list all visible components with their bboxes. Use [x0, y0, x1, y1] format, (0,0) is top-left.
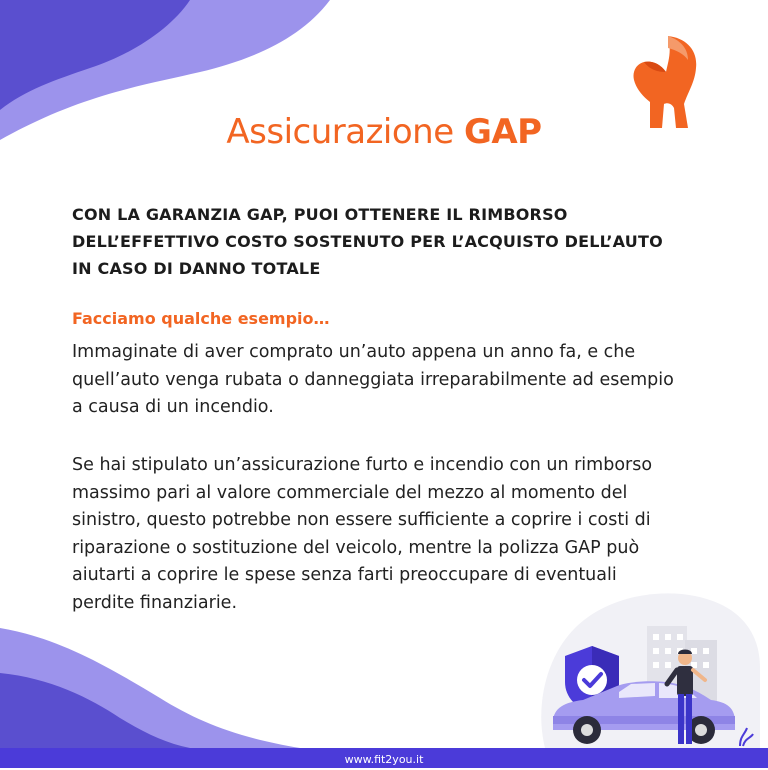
- headline-line: CON LA GARANZIA GAP, PUOI OTTENERE IL RIMBORSO: [72, 205, 568, 224]
- headline-line: DELL’EFFETTIVO COSTO SOSTENUTO PER L’ACQUISTO DELL’AUTO: [72, 232, 663, 251]
- paragraph-line: sinistro, questo potrebbe non essere sufficiente a coprire i costi di: [72, 510, 651, 530]
- page-title: Assicurazione GAP: [226, 112, 542, 152]
- paragraph-line: Se hai stipulato un’assicurazione furto e incendio con un rimborso: [72, 455, 653, 475]
- paragraph-line: aiutarti a coprire le spese senza farti preoccupare di eventuali: [72, 565, 617, 585]
- headline: [72, 201, 712, 282]
- footer-url[interactable]: www.fit2you.it: [344, 753, 424, 766]
- paragraph-line: a causa di un incendio.: [72, 397, 274, 417]
- paragraph-line: Immaginate di aver comprato un’auto appena un anno fa, e che: [72, 342, 636, 362]
- headline-line: IN CASO DI DANNO TOTALE: [72, 259, 321, 278]
- paragraph-line: perdite finanziarie.: [72, 592, 238, 613]
- footer-bar: [0, 748, 768, 768]
- paragraph-line: quell’auto venga rubata o danneggiata irreparabilmente ad esempio: [72, 369, 674, 390]
- car-insurance-illustration: [535, 588, 760, 748]
- example-label: Facciamo qualche esempio…: [72, 309, 330, 328]
- paragraph-line: riparazione o sostituzione del veicolo, mentre la polizza GAP può: [72, 537, 640, 558]
- paragraph-intro: [72, 339, 722, 422]
- paragraph-line: massimo pari al valore commerciale del mezzo al momento del: [72, 482, 628, 503]
- decorative-blob-bottom-left: [0, 618, 300, 748]
